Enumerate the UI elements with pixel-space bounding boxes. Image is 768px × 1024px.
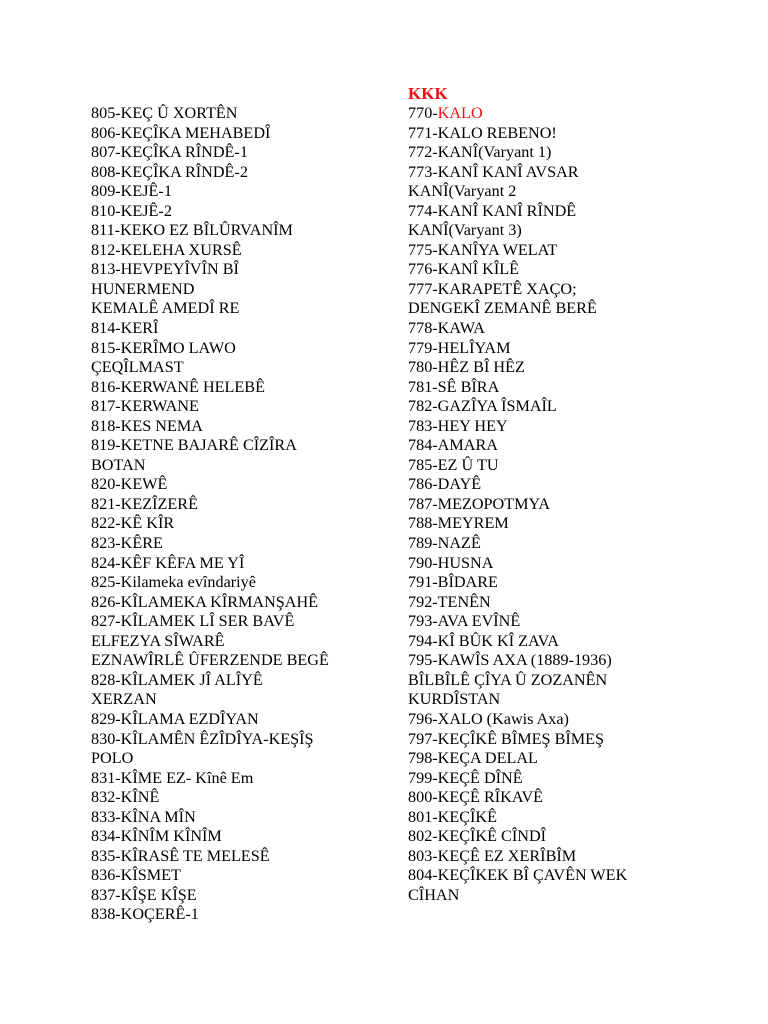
- song-title-line: [408, 808, 627, 828]
- song-title-text: 800-KEÇÊ RÎKAVÊ: [408, 788, 544, 807]
- right-column-list: [408, 104, 627, 905]
- song-number: 770-: [408, 104, 438, 122]
- song-title-line: 806-KEÇÎKA MEHABEDÎ: [91, 123, 271, 142]
- song-title-line: [408, 143, 627, 163]
- song-title-line: [408, 299, 627, 319]
- song-title-line: [408, 280, 627, 300]
- song-title-line: 822-KÊ KÎR: [91, 514, 175, 533]
- song-title-line: 811-KEKO EZ BÎLÛRVANÎM: [91, 221, 293, 240]
- song-title-line: [408, 612, 627, 632]
- song-title-text: KURDÎSTAN: [408, 690, 501, 709]
- song-title-text: 781-SÊ BÎRA: [408, 377, 500, 396]
- song-title-line: HUNERMEND: [91, 279, 195, 298]
- song-title-line: [408, 847, 627, 867]
- song-title-line: 816-KERWANÊ HELEBÊ: [91, 377, 265, 396]
- song-title-line: ÇEQÎLMAST: [91, 358, 184, 377]
- song-title-line: [408, 534, 627, 554]
- song-title-line: [408, 651, 627, 671]
- song-title-text: 775-KANÎYA WELAT: [408, 240, 558, 259]
- song-title-line: 805-KEÇ Û XORTÊN: [91, 104, 238, 122]
- song-title-text: 794-KÎ BÛK KÎ ZAVA: [408, 631, 559, 650]
- song-title-line: 837-KÎŞE KÎŞE: [91, 885, 197, 904]
- song-title-text: 783-HEY HEY: [408, 416, 508, 435]
- song-title-text: 788-MEYREM: [408, 514, 509, 533]
- song-title-text: 799-KEÇÊ DÎNÊ: [408, 768, 523, 787]
- song-title-line: 815-KERÎMO LAWO: [91, 338, 236, 357]
- song-title-text: 803-KEÇÊ EZ XERÎBÎM: [408, 846, 577, 865]
- song-title-line: [408, 710, 627, 730]
- song-title-line: 833-KÎNA MÎN: [91, 807, 196, 826]
- song-title-line: [408, 690, 627, 710]
- song-title-text: 771-KALO REBENO!: [408, 123, 557, 142]
- song-title-line: [408, 182, 627, 202]
- song-title-line: 838-KOÇERÊ-1: [91, 905, 199, 924]
- song-title-line: [408, 260, 627, 280]
- song-title-text: 777-KARAPETÊ XAÇO;: [408, 279, 577, 298]
- song-title-line: 824-KÊF KÊFA ME YÎ: [91, 553, 245, 572]
- song-title-line: [408, 827, 627, 847]
- song-title-line: [408, 475, 627, 495]
- song-title-line: [408, 632, 627, 652]
- song-title-text: 786-DAYÊ: [408, 475, 482, 494]
- song-title-line: [408, 495, 627, 515]
- song-title-line: [408, 221, 627, 241]
- song-title-text: 779-HELÎYAM: [408, 338, 511, 357]
- song-title-line: 812-KELEHA XURSÊ: [91, 240, 242, 259]
- song-title-line: [408, 456, 627, 476]
- song-title-line: [408, 554, 627, 574]
- song-title-line: 831-KÎME EZ- Kînê Em: [91, 768, 254, 787]
- song-title-line: [408, 788, 627, 808]
- song-title-text: 796-XALO (Kawis Axa): [408, 709, 569, 728]
- song-title-line: [408, 378, 627, 398]
- song-title-line: KEMALÊ AMEDÎ RE: [91, 299, 240, 318]
- song-title-text: 785-EZ Û TU: [408, 455, 499, 474]
- song-title-text: 793-AVA EVÎNÊ: [408, 612, 521, 631]
- song-title-text: 797-KEÇÎKÊ BÎMEŞ BÎMEŞ: [408, 729, 605, 748]
- song-title-text: 798-KEÇA DELAL: [408, 749, 538, 768]
- song-title-line: 826-KÎLAMEKA KÎRMANŞAHÊ: [91, 592, 319, 611]
- song-title-line: [408, 124, 627, 144]
- song-title-text: 778-KAWA: [408, 319, 485, 338]
- song-title-line: 813-HEVPEYÎVÎN BÎ: [91, 260, 239, 279]
- song-title-line: [408, 769, 627, 789]
- song-title-line: [408, 730, 627, 750]
- song-title-line: 807-KEÇÎKA RÎNDÊ-1: [91, 143, 248, 162]
- song-title-text: 774-KANÎ KANÎ RÎNDÊ: [408, 201, 577, 220]
- song-title-text: 802-KEÇÎKÊ CÎNDÎ: [408, 827, 547, 846]
- song-title-line: [408, 514, 627, 534]
- song-title-line: 817-KERWANE: [91, 397, 199, 416]
- song-title-text: BÎLBÎLÊ ÇÎYA Û ZOZANÊN: [408, 670, 608, 689]
- song-title-text: 772-KANÎ(Varyant 1): [408, 143, 552, 162]
- song-title-text: 795-KAWÎS AXA (1889-1936): [408, 651, 612, 670]
- song-title-line: EZNAWÎRLÊ ÛFERZENDE BEGÊ: [91, 651, 329, 670]
- song-title-text: 787-MEZOPOTMYA: [408, 494, 551, 513]
- song-title-text: 773-KANÎ KANÎ AVSAR: [408, 162, 579, 181]
- song-title-text: 804-KEÇÎKEK BÎ ÇAVÊN WEK: [408, 866, 628, 885]
- song-title-line: [408, 339, 627, 359]
- song-title-line: [408, 866, 627, 886]
- song-title-text: 790-HUSNA: [408, 553, 494, 572]
- song-title-line: [408, 319, 627, 339]
- song-title-line: POLO: [91, 749, 134, 768]
- song-title-line: 834-KÎNÎM KÎNÎM: [91, 827, 222, 846]
- song-title-text: DENGEKÎ ZEMANÊ BERÊ: [408, 299, 597, 318]
- song-title-text: 780-HÊZ BÎ HÊZ: [408, 358, 525, 377]
- song-title-line: BOTAN: [91, 455, 146, 474]
- song-title-line: [408, 202, 627, 222]
- song-title-line: [408, 593, 627, 613]
- song-title-text: 792-TENÊN: [408, 592, 491, 611]
- song-title-line: [408, 104, 627, 124]
- song-title-line: 835-KÎRASÊ TE MELESÊ: [91, 846, 270, 865]
- song-title-text: CÎHAN: [408, 885, 460, 904]
- song-title-line: 836-KÎSMET: [91, 866, 181, 885]
- left-column-list: [91, 104, 329, 925]
- song-title-line: 809-KEJÊ-1: [91, 182, 172, 201]
- section-heading: KKK: [408, 84, 448, 103]
- song-title-line: [408, 436, 627, 456]
- song-title-line: 821-KEZÎZERÊ: [91, 494, 198, 513]
- song-title-line: 814-KERÎ: [91, 319, 159, 338]
- song-title-line: [408, 573, 627, 593]
- song-title-line: 830-KÎLAMÊN ÊZÎDÎYA-KEŞÎŞ: [91, 729, 314, 748]
- song-title-line: [408, 671, 627, 691]
- song-title-line: 818-KES NEMA: [91, 416, 203, 435]
- song-title-text: KALO: [437, 104, 483, 122]
- song-title-line: 820-KEWÊ: [91, 475, 168, 494]
- song-title-line: 827-KÎLAMEK LÎ SER BAVÊ: [91, 612, 295, 631]
- song-title-line: [408, 417, 627, 437]
- song-title-line: [408, 163, 627, 183]
- song-title-text: 789-NAZÊ: [408, 534, 481, 553]
- song-title-line: [408, 241, 627, 261]
- song-title-line: 825-Kilameka evîndariyê: [91, 573, 256, 592]
- song-title-line: 808-KEÇÎKA RÎNDÊ-2: [91, 162, 248, 181]
- song-title-text: 782-GAZÎYA ÎSMAÎL: [408, 397, 557, 416]
- song-title-line: [408, 886, 627, 906]
- song-title-line: [408, 397, 627, 417]
- song-title-text: 801-KEÇÎKÊ: [408, 807, 498, 826]
- song-title-line: [408, 749, 627, 769]
- song-title-text: 776-KANÎ KÎLÊ: [408, 260, 520, 279]
- song-title-line: 828-KÎLAMEK JÎ ALÎYÊ: [91, 670, 263, 689]
- song-title-line: 810-KEJÊ-2: [91, 201, 172, 220]
- song-title-line: 823-KÊRE: [91, 534, 163, 553]
- song-title-line: ELFEZYA SÎWARÊ: [91, 631, 225, 650]
- song-title-line: 829-KÎLAMA EZDÎYAN: [91, 709, 259, 728]
- song-title-text: 791-BÎDARE: [408, 573, 498, 592]
- song-title-text: KANÎ(Varyant 3): [408, 221, 522, 240]
- song-title-line: 832-KÎNÊ: [91, 788, 160, 807]
- song-title-text: 784-AMARA: [408, 436, 498, 455]
- song-title-line: 819-KETNE BAJARÊ CÎZÎRA: [91, 436, 297, 455]
- song-title-text: KANÎ(Varyant 2: [408, 182, 517, 201]
- song-title-line: XERZAN: [91, 690, 157, 709]
- song-title-line: [408, 358, 627, 378]
